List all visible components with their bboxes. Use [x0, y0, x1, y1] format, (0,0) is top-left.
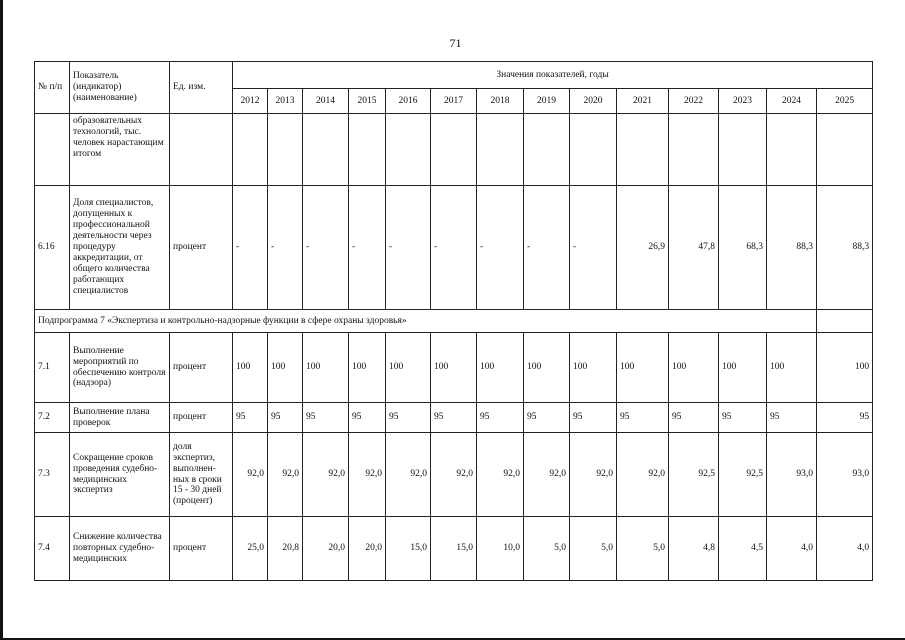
header-year: 2024 [767, 89, 817, 114]
value-cell: 100 [719, 333, 767, 403]
header-year: 2014 [303, 89, 349, 114]
subprogram-empty-cell [817, 310, 873, 333]
value-cell [477, 114, 524, 186]
value-cell: 68,3 [719, 186, 767, 310]
value-cell: 92,0 [233, 433, 268, 517]
unit-cell: процент [170, 517, 233, 581]
value-cell: 95 [719, 403, 767, 433]
value-cell: 95 [349, 403, 386, 433]
value-cell: 95 [477, 403, 524, 433]
table-row [35, 517, 873, 581]
value-cell: 93,0 [767, 433, 817, 517]
header-year: 2023 [719, 89, 767, 114]
header-row [35, 62, 873, 89]
value-cell: - [233, 186, 268, 310]
indicator-name: Доля специалистов, допущенных к профессиональной деятельности через процедуру аккредитации, от общего количества работающих специалистов [70, 186, 170, 310]
value-cell: 15,0 [386, 517, 431, 581]
value-cell: 92,0 [570, 433, 617, 517]
page-number: 71 [449, 36, 462, 50]
table-row [35, 114, 873, 186]
table-row [35, 186, 873, 310]
value-cell: 20,0 [349, 517, 386, 581]
header-num: № п/п [35, 62, 70, 114]
unit-cell: процент [170, 403, 233, 433]
value-cell: 95 [233, 403, 268, 433]
header-year: 2013 [268, 89, 303, 114]
value-cell: 95 [268, 403, 303, 433]
row-number [35, 114, 70, 186]
value-cell: 100 [817, 333, 873, 403]
value-cell: 88,3 [767, 186, 817, 310]
row-number: 7.1 [35, 333, 70, 403]
value-cell: 100 [349, 333, 386, 403]
value-cell: 5,0 [617, 517, 669, 581]
value-cell: 92,0 [386, 433, 431, 517]
value-cell: - [268, 186, 303, 310]
value-cell: - [477, 186, 524, 310]
value-cell: 4,8 [669, 517, 719, 581]
unit-cell: процент [170, 333, 233, 403]
subprogram-row [35, 310, 873, 333]
value-cell: 95 [669, 403, 719, 433]
indicator-name: образовательных технологий, тыс. человек нарастающим итогом [70, 114, 170, 186]
value-cell: 100 [669, 333, 719, 403]
value-cell: 95 [431, 403, 477, 433]
value-cell: 20,8 [268, 517, 303, 581]
row-number: 7.3 [35, 433, 70, 517]
value-cell: 100 [477, 333, 524, 403]
value-cell: 92,0 [268, 433, 303, 517]
value-cell [817, 114, 873, 186]
unit-cell [170, 114, 233, 186]
value-cell: 92,0 [524, 433, 570, 517]
header-year: 2022 [669, 89, 719, 114]
value-cell [570, 114, 617, 186]
header-year: 2017 [431, 89, 477, 114]
value-cell [524, 114, 570, 186]
value-cell [719, 114, 767, 186]
value-cell: - [524, 186, 570, 310]
value-cell: 15,0 [431, 517, 477, 581]
unit-cell: доля экспертиз, выполнен-ных в сроки 15 - 30 дней (процент) [170, 433, 233, 517]
value-cell [386, 114, 431, 186]
value-cell: 100 [431, 333, 477, 403]
value-cell: 95 [524, 403, 570, 433]
value-cell: 20,0 [303, 517, 349, 581]
value-cell: 92,5 [719, 433, 767, 517]
value-cell: 95 [617, 403, 669, 433]
value-cell [349, 114, 386, 186]
value-cell [431, 114, 477, 186]
value-cell: - [431, 186, 477, 310]
indicator-name: Выполнение плана проверок [70, 403, 170, 433]
table-body-section-2 [35, 333, 873, 581]
header-unit: Ед. изм. [170, 62, 233, 114]
value-cell [767, 114, 817, 186]
header-year: 2016 [386, 89, 431, 114]
value-cell [617, 114, 669, 186]
value-cell: 4,0 [767, 517, 817, 581]
indicator-name: Выполнение мероприятий по обеспечению контроля (надзора) [70, 333, 170, 403]
value-cell: 100 [767, 333, 817, 403]
value-cell: 4,5 [719, 517, 767, 581]
indicator-name: Сокращение сроков проведения судебно-медицинских экспертиз [70, 433, 170, 517]
subprogram-section [35, 310, 873, 333]
row-number: 7.4 [35, 517, 70, 581]
value-cell: - [570, 186, 617, 310]
value-cell: 88,3 [817, 186, 873, 310]
value-cell: - [349, 186, 386, 310]
value-cell: 93,0 [817, 433, 873, 517]
header-year: 2021 [617, 89, 669, 114]
value-cell: 100 [268, 333, 303, 403]
value-cell: 95 [570, 403, 617, 433]
value-cell: 5,0 [524, 517, 570, 581]
table-row [35, 433, 873, 517]
value-cell [233, 114, 268, 186]
header-year: 2018 [477, 89, 524, 114]
table-body-section-1 [35, 114, 873, 310]
value-cell [303, 114, 349, 186]
subprogram-title: Подпрограмма 7 «Экспертиза и контрольно-надзорные функции в сфере охраны здоровья» [35, 310, 817, 333]
value-cell: 92,0 [431, 433, 477, 517]
header-indicator: Показатель (индикатор) (наименование) [70, 62, 170, 114]
value-cell: 100 [303, 333, 349, 403]
value-cell: 95 [386, 403, 431, 433]
row-number: 6.16 [35, 186, 70, 310]
value-cell: 92,0 [477, 433, 524, 517]
value-cell: 95 [817, 403, 873, 433]
value-cell: 100 [570, 333, 617, 403]
value-cell: - [303, 186, 349, 310]
table-row [35, 403, 873, 433]
header-year: 2012 [233, 89, 268, 114]
value-cell: 100 [524, 333, 570, 403]
value-cell: 47,8 [669, 186, 719, 310]
value-cell: 92,5 [669, 433, 719, 517]
value-cell: 25,0 [233, 517, 268, 581]
value-cell: 100 [617, 333, 669, 403]
value-cell: 100 [233, 333, 268, 403]
value-cell: 26,9 [617, 186, 669, 310]
header-year: 2025 [817, 89, 873, 114]
value-cell: 95 [303, 403, 349, 433]
header-values: Значения показателей, годы [233, 62, 873, 89]
value-cell [669, 114, 719, 186]
value-cell: 4,0 [817, 517, 873, 581]
indicator-name: Снижение количества повторных судебно-медицинских [70, 517, 170, 581]
indicators-table [34, 61, 873, 581]
value-cell: - [386, 186, 431, 310]
value-cell [268, 114, 303, 186]
header-year: 2020 [570, 89, 617, 114]
value-cell: 92,0 [617, 433, 669, 517]
header-year: 2015 [349, 89, 386, 114]
value-cell: 5,0 [570, 517, 617, 581]
value-cell: 92,0 [349, 433, 386, 517]
table-row [35, 333, 873, 403]
row-number: 7.2 [35, 403, 70, 433]
value-cell: 10,0 [477, 517, 524, 581]
value-cell: 92,0 [303, 433, 349, 517]
value-cell: 95 [767, 403, 817, 433]
value-cell: 100 [386, 333, 431, 403]
unit-cell: процент [170, 186, 233, 310]
header-year: 2019 [524, 89, 570, 114]
